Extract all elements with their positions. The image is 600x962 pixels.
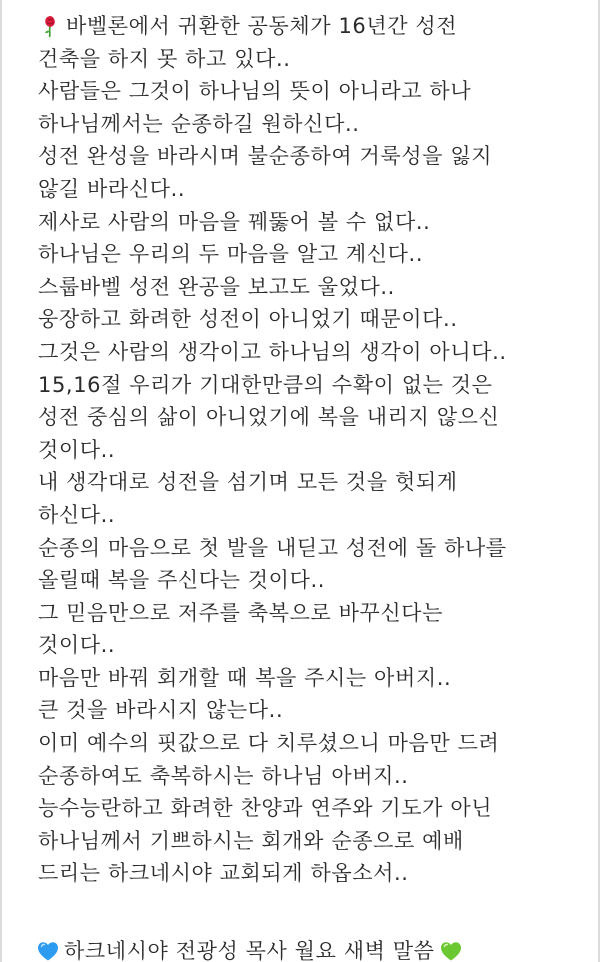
note-line-text: 스룹바벨 성전 완공을 보고도 울었다.. (38, 274, 395, 299)
note-line-15 (38, 466, 590, 499)
note-line-text: 순종하여도 축복하시는 하나님 아버지.. (38, 763, 409, 788)
note-line-3 (38, 75, 590, 108)
note-line-18 (38, 564, 590, 597)
note-line-25 (38, 792, 590, 825)
note-line-text: 웅장하고 화려한 성전이 아니었기 때문이다.. (38, 307, 458, 332)
note-line-20 (38, 629, 590, 662)
note-line-text: 이미 예수의 핏값으로 다 치루셨으니 마음만 드려 (38, 731, 500, 756)
note-line-text: 건축을 하지 못 하고 있다.. (38, 46, 291, 71)
note-line-14 (38, 434, 590, 467)
note-line-text: 순종의 마음으로 첫 발을 내딛고 성전에 돌 하나를 (38, 535, 507, 560)
note-line-text: 제사로 사람의 마음을 꿰뚫어 볼 수 없다.. (38, 209, 431, 234)
note-line-2 (38, 43, 590, 76)
note-line-19 (38, 597, 590, 630)
note-line-text: 하신다.. (38, 502, 116, 527)
note-line-text: 15,16절 우리가 기대한만큼의 수확이 없는 것은 (38, 372, 493, 397)
note-line-7 (38, 206, 590, 239)
note-line-text: 하나님께서 기쁘하시는 회개와 순종으로 예배 (38, 828, 464, 853)
note-line-4 (38, 108, 590, 141)
note-line-text: 그 믿음만으로 저주를 축복으로 바꾸신다는 (38, 600, 444, 625)
blank-line (38, 890, 590, 935)
note-line-text: 능수능란하고 화려한 찬양과 연주와 기도가 아닌 (38, 796, 493, 821)
sermon-note (38, 10, 590, 962)
note-line-text: 큰 것을 바라시지 않는다.. (38, 698, 284, 723)
note-line-text: 않길 바라신다.. (38, 176, 186, 201)
green-heart-icon (439, 939, 463, 962)
note-line-26 (38, 825, 590, 858)
note-line-text: 내 생각대로 성전을 섬기며 모든 것을 헛되게 (38, 470, 458, 495)
signature-line (36, 935, 590, 962)
note-line-13 (38, 401, 590, 434)
note-line-10 (38, 303, 590, 336)
note-line-5 (38, 140, 590, 173)
note-line-23 (38, 727, 590, 760)
note-line-text: 그것은 사람의 생각이고 하나님의 생각이 아니다.. (38, 339, 507, 364)
note-line-24 (38, 760, 590, 793)
note-line-text: 바벨론에서 귀환한 공동체가 16년간 성전 (66, 14, 458, 38)
note-line-17 (38, 532, 590, 565)
note-line-text: 것이다.. (38, 633, 116, 658)
note-line-text: 것이다.. (38, 437, 116, 462)
note-line-11 (38, 336, 590, 369)
rose-icon (38, 14, 62, 38)
note-line-12 (38, 369, 590, 402)
note-line-text: 사람들은 그것이 하나님의 뜻이 아니라고 하나 (38, 79, 472, 104)
note-line-text: 성전 완성을 바라시며 불순종하여 거룩성을 잃지 (38, 144, 493, 169)
note-line-text: 올릴때 복을 주신다는 것이다.. (38, 568, 326, 593)
signature-text: 하크네시야 전광성 목사 월요 새벽 말씀 (64, 939, 435, 962)
note-line-16 (38, 499, 590, 532)
note-line-21 (38, 662, 590, 695)
note-line-22 (38, 694, 590, 727)
note-line-27 (38, 857, 590, 890)
note-line-text: 하나님은 우리의 두 마음을 알고 계신다.. (38, 242, 424, 267)
note-line-text: 성전 중심의 삶이 아니었기에 복을 내리지 않으신 (38, 405, 500, 430)
note-line-text: 드리는 하크네시야 교회되게 하옵소서.. (38, 861, 409, 886)
note-line-6 (38, 173, 590, 206)
note-line-1 (38, 10, 590, 43)
note-line-9 (38, 271, 590, 304)
note-line-text: 하나님께서는 순종하길 원하신다.. (38, 111, 360, 136)
note-line-8 (38, 238, 590, 271)
note-line-text: 마음만 바꿔 회개할 때 복을 주시는 아버지.. (38, 665, 452, 690)
blue-heart-icon (36, 939, 60, 962)
